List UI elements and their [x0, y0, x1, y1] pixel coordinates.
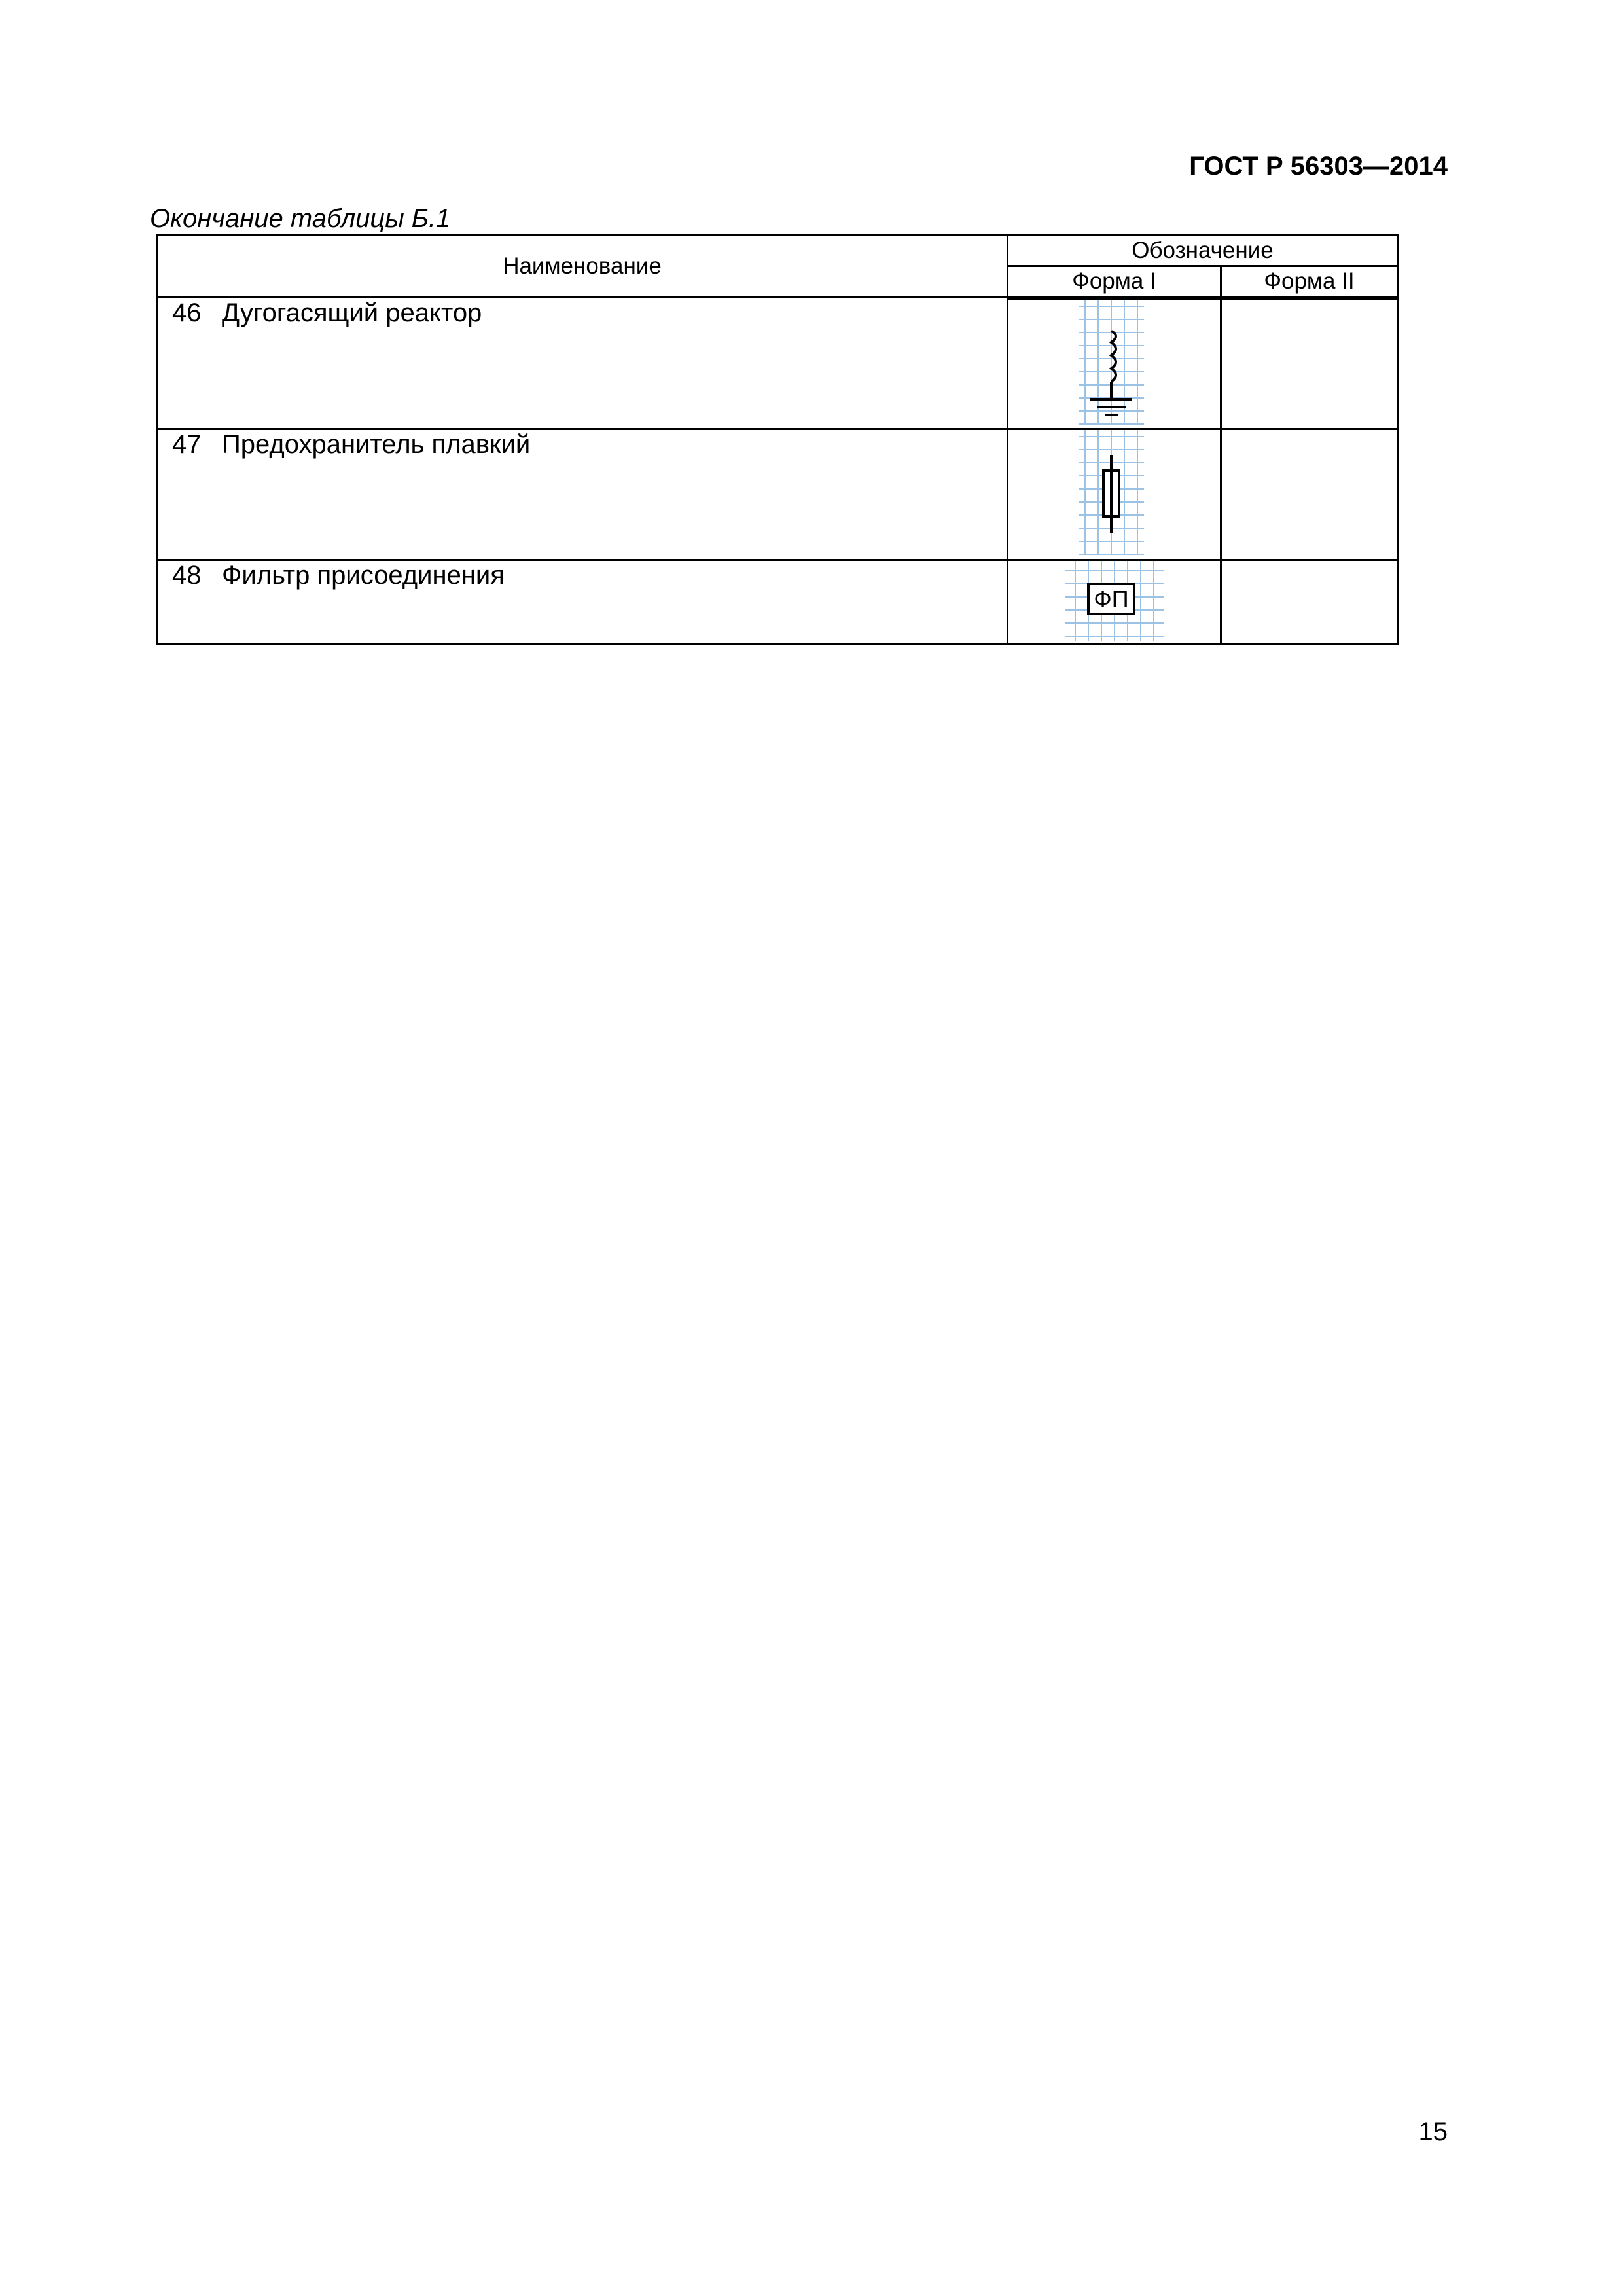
table-row — [157, 560, 1398, 643]
header-designation: Обозначение — [1008, 236, 1398, 266]
symbol-cell-form2 — [1221, 560, 1398, 643]
row-name: Дугогасящий реактор — [222, 298, 482, 327]
header-form2: Форма II — [1221, 266, 1398, 297]
arc-suppression-reactor-icon — [1079, 300, 1150, 428]
symbol-cell-form1 — [1008, 429, 1221, 560]
symbol-cell-form2 — [1221, 429, 1398, 560]
standard-code: ГОСТ Р 56303—2014 — [1189, 152, 1448, 181]
fuse-icon — [1079, 430, 1150, 558]
row-name: Фильтр присоединения — [222, 560, 505, 590]
row-name-cell — [157, 429, 1008, 560]
header-form1: Форма I — [1008, 266, 1221, 297]
row-name-cell — [157, 298, 1008, 429]
symbols-table — [156, 234, 1399, 645]
symbol-cell-form1 — [1008, 298, 1221, 429]
header-name: Наименование — [157, 236, 1008, 298]
row-number: 46 — [172, 298, 202, 327]
table-row — [157, 298, 1398, 429]
table-row — [157, 429, 1398, 560]
row-name-cell — [157, 560, 1008, 643]
coupling-filter-icon — [1065, 561, 1164, 641]
row-number: 48 — [172, 560, 202, 590]
row-name: Предохранитель плавкий — [222, 429, 531, 459]
page-number: 15 — [1418, 2117, 1448, 2146]
row-number: 47 — [172, 429, 202, 459]
table-caption: Окончание таблицы Б.1 — [150, 204, 451, 233]
coupling-filter-label: ФП — [1093, 585, 1129, 613]
symbol-cell-form1 — [1008, 560, 1221, 643]
symbol-cell-form2 — [1221, 298, 1398, 429]
